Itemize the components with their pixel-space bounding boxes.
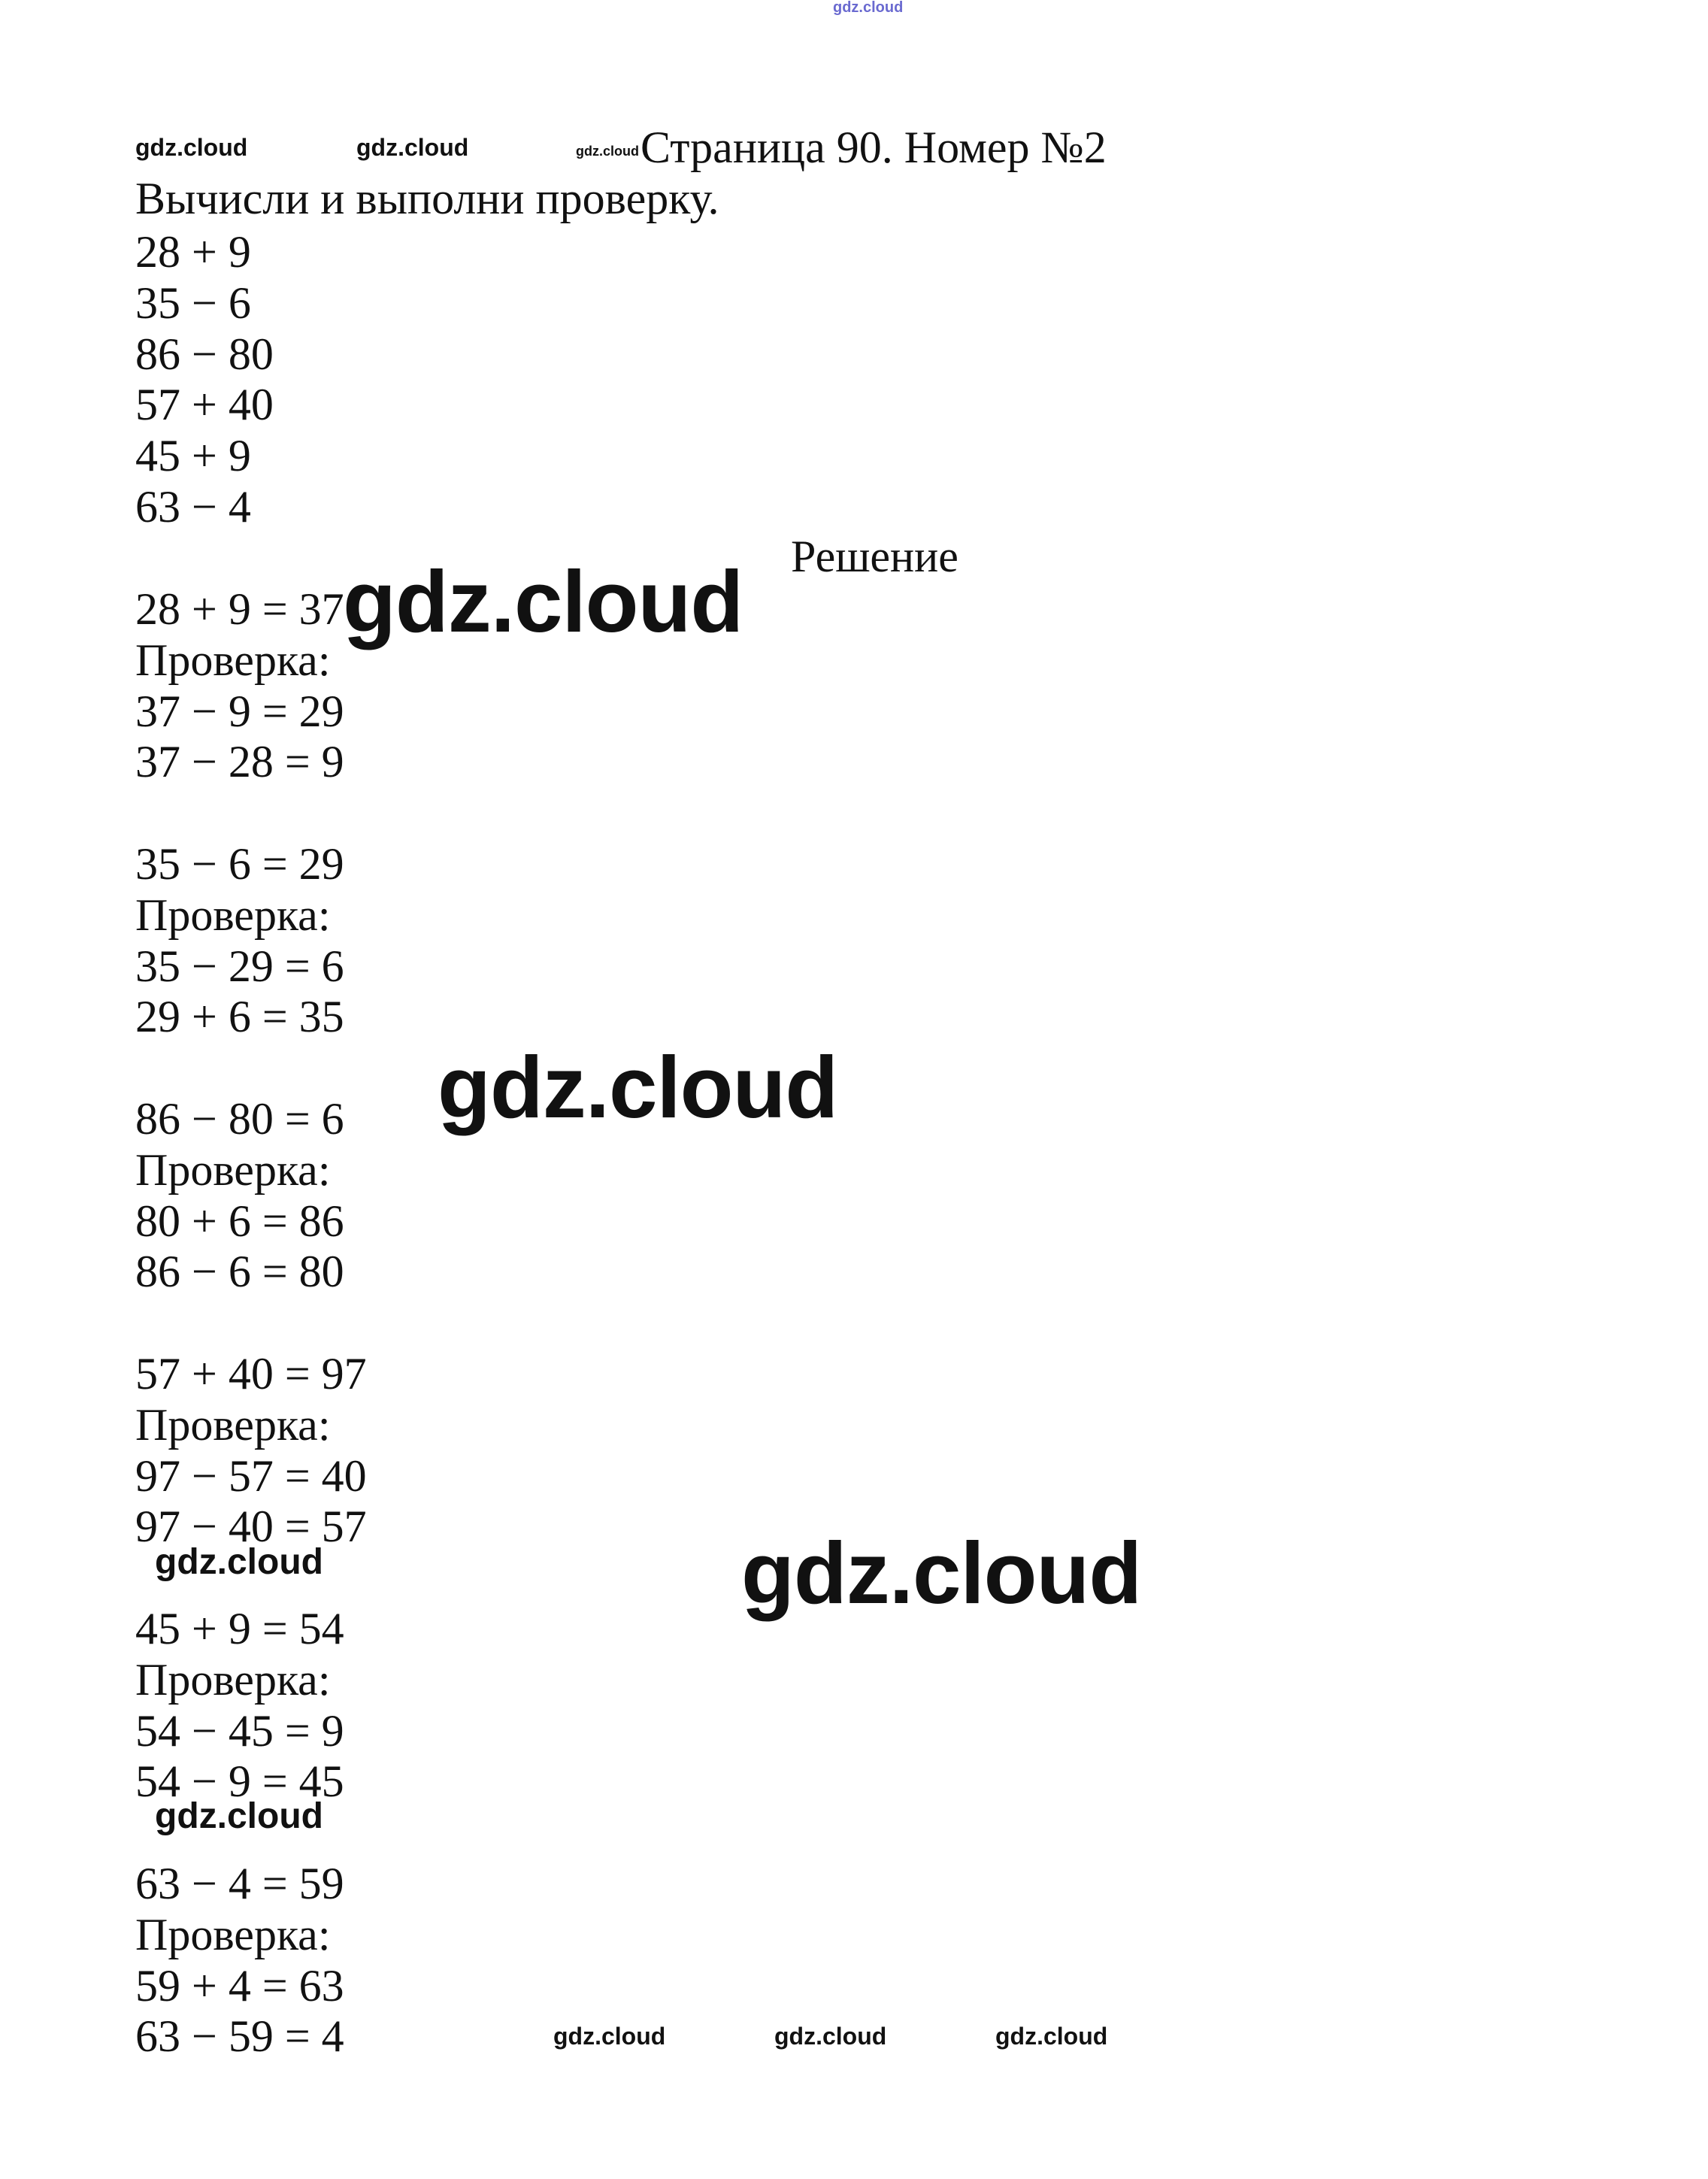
watermark-header-mid: gdz.cloud [356,134,469,161]
solution-block-5 [135,1604,344,1808]
expression-item: 45 + 9 [135,431,251,481]
check-equation: 86 − 6 = 80 [135,1247,344,1297]
task-instruction: Вычисли и выполни проверку. [135,174,719,223]
solution-equation: 86 − 80 = 6 [135,1094,344,1144]
check-label: Проверка: [135,889,331,940]
check-label: Проверка: [135,635,331,685]
watermark-medium-1: gdz.cloud [155,1542,323,1582]
solution-equation: 63 − 4 = 59 [135,1859,344,1908]
check-equation: 37 − 9 = 29 [135,686,344,736]
check-equation: 37 − 28 = 9 [135,737,344,787]
solution-equation: 57 + 40 = 97 [135,1349,367,1399]
solution-equation: 45 + 9 = 54 [135,1604,344,1653]
expression-list [135,227,274,533]
watermark-large-1: gdz.cloud [343,553,743,650]
page-title: Страница 90. Номер №2 [640,123,1107,172]
solution-heading: Решение [791,532,958,581]
solution-equation: 28 + 9 = 37 [135,584,344,634]
solution-block-2 [135,839,344,1043]
watermark-large-3: gdz.cloud [741,1524,1142,1622]
expression-item: 28 + 9 [135,227,251,277]
watermark-header-small: gdz.cloud [576,144,639,159]
check-equation: 59 + 4 = 63 [135,1960,344,2011]
check-equation: 63 − 59 = 4 [135,2011,344,2062]
watermark-footer-2: gdz.cloud [774,2023,887,2050]
solution-block-3 [135,1094,344,1298]
watermark-medium-2: gdz.cloud [155,1796,323,1836]
check-label: Проверка: [135,1144,331,1195]
solution-equation: 35 − 6 = 29 [135,839,344,889]
check-equation: 29 + 6 = 35 [135,992,344,1042]
check-label: Проверка: [135,1909,331,1959]
expression-item: 86 − 80 [135,329,274,379]
check-equation: 54 − 9 = 45 [135,1756,344,1807]
watermark-footer-3: gdz.cloud [995,2023,1108,2050]
check-label: Проверка: [135,1399,331,1450]
solution-block-1 [135,584,344,788]
watermark-footer-1: gdz.cloud [553,2023,666,2050]
expression-item: 57 + 40 [135,380,274,430]
check-equation: 97 − 57 = 40 [135,1450,367,1501]
watermark-header-left: gdz.cloud [135,134,248,161]
check-equation: 54 − 45 = 9 [135,1705,344,1756]
check-equation: 80 + 6 = 86 [135,1196,344,1246]
check-equation: 35 − 29 = 6 [135,941,344,991]
watermark-large-2: gdz.cloud [438,1038,838,1136]
expression-item: 35 − 6 [135,277,251,328]
check-label: Проверка: [135,1654,331,1705]
check-equation: 97 − 40 = 57 [135,1502,367,1552]
expression-item: 63 − 4 [135,481,251,532]
solution-block-4 [135,1349,367,1553]
watermark-top: gdz.cloud [833,0,904,16]
solution-block-6 [135,1859,344,2062]
